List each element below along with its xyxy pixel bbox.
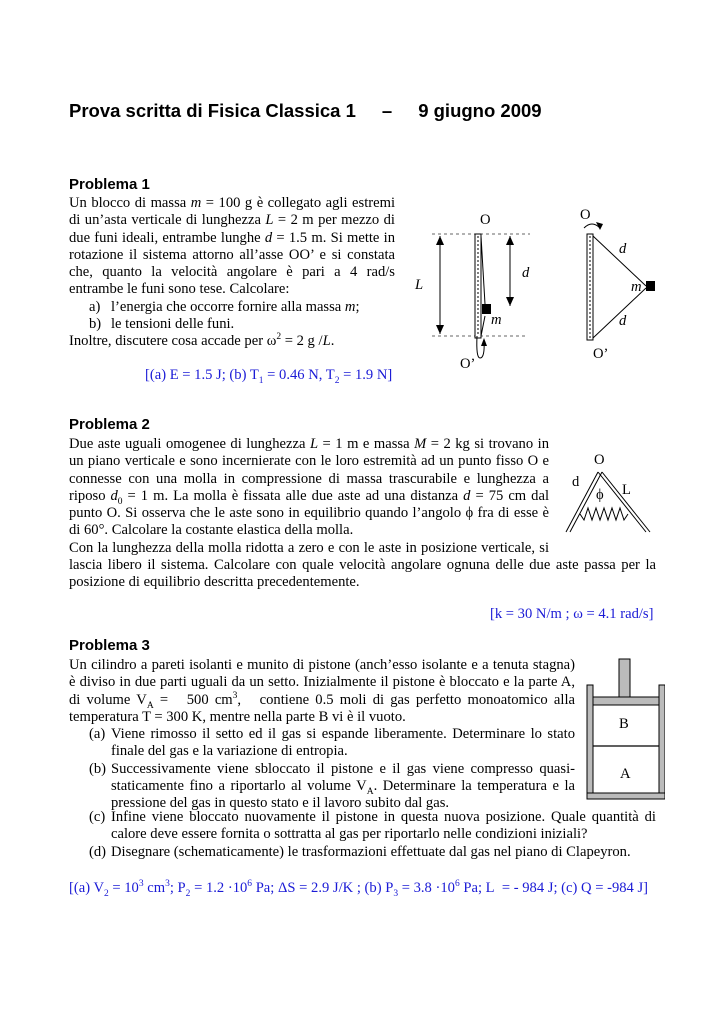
phi-label-p2: ϕ [596,487,604,503]
problem1-line: Un blocco di massa m = 100 g è collegato agli estremi [69,195,395,211]
problem2-heading: Problema 2 [69,416,150,433]
problem1-line: che, quanto la velocità angolare è pari a 4 rad/s [69,264,395,281]
problem1-list [69,299,395,334]
rotation-arc-bottom [477,336,484,358]
rod-right-p2 [598,472,646,532]
O-label-left: O [480,212,491,228]
d-arrow-head-bottom [506,297,514,306]
problem1-text [69,195,395,351]
L-arrow-head-top [436,236,444,245]
problem1-figure [400,200,670,380]
problem3-line: temperatura T = 300 K, mentre nella parte B vi è il vuoto. [69,708,406,725]
problem3-heading: Problema 3 [69,637,150,654]
problem2-line: punto O. Si osserva che le aste sono in equilibrio quando l’angolo ϕ fra di esse è [69,505,549,522]
problem2-answer: [k = 30 N/m ; ω = 4.1 rad/s] [490,606,654,622]
list-item: (a) Viene rimosso il setto ed il gas si espande liberamente. Determinare lo stato finale del gas e la variazione di entropia. [89,726,575,760]
L-label-p2: L [622,482,631,498]
problem2-line: Con la lunghezza della molla ridotta a zero e con le aste in posizione verticale, si [69,539,549,556]
string-lower-left [481,316,485,336]
piston-head [593,697,659,705]
problem3-figure [585,655,665,803]
problem2-figure [560,448,670,538]
rod-right-p2-edge [602,472,650,532]
problem3-line: Un cilindro a pareti isolanti e munito di pistone (anch’esso isolante e a tenuta stagna) [69,657,575,673]
list-item: (c) Infine viene bloccato nuovamente il pistone in questa nuova posizione. Quale quantità di calore deve essere fornita o sottratta al gas per riportarlo nelle condizioni iniziali? [89,809,656,843]
cylinder-wall-left [587,685,593,799]
mass-block-left [482,304,491,314]
problem1-line: rotazione il sistema attorno all’asse OO’ e si constata [69,246,395,263]
list-item: b) le tensioni delle funi. [89,316,235,333]
d-arrow-head-top [506,236,514,245]
problem2-line: di 60°. Calcolare la costante elastica della molla. [69,522,354,539]
problem2-text-narrow [69,436,549,557]
problem1-heading: Problema 1 [69,176,150,193]
string-upper-left [481,236,485,304]
cylinder-bottom [587,793,665,799]
d-label-p2: d [572,474,580,490]
problem2-line: posizione di equilibrio descritta precedentemente. [69,574,360,591]
O-label-p2: O [594,452,605,468]
exam-date: 9 giugno 2009 [418,100,542,121]
piston-rod [619,659,630,697]
O-prime-label-left: O’ [460,356,476,372]
list-item: (d) Disegnare (schematicamente) le trasformazioni effettuate dal gas nel piano di Clapeyron. [89,843,631,860]
mass-block-right [646,281,655,291]
list-item: (b) Successivamente viene sbloccato il pistone e il gas viene compresso quasi-staticamente fino a riportarlo al volume $V_A$. Determinare la temperatura e la pressione del gas in questo stato e il lavoro subito dal gas. [89,760,575,812]
problem3-line: è diviso in due parti uguali da un setto. Inizialmente il pistone è bloccato e la parte A, [69,674,575,691]
L-arrow-head-bottom [436,325,444,334]
d-label-top-right: d [619,241,627,257]
problem3-answer: [(a) $V_2 = 10^3$ $cm^3$; $P_2 = 1.2 \cdot 10^6$ Pa; ΔS = 2.9 J/K ; (b) $P_3 = 3.8 \cdot 10^6$ Pa; L = - 984 J; (c) Q = -984 J] [69,879,649,899]
rotation-arrow-bottom [481,338,487,346]
exam-title-text: Prova scritta di Fisica Classica 1 [69,100,356,121]
problem2-line: lascia libero il sistema. Calcolare con quale velocità angolare ognuna delle due aste passa per la [69,557,656,573]
m-label-left: m [491,312,502,328]
problem1-line: entrambe le funi sono tese. Calcolare: [69,281,290,298]
rod-left-p2 [566,472,598,532]
problem2-line: connesse con una molla in compressione di massa trascurabile e lunghezza a [69,470,549,487]
list-item: a) l’energia che occorre fornire alla massa m; [89,298,360,315]
O-prime-label-right: O’ [593,346,609,362]
problem3-list [69,726,575,812]
O-label-right: O [580,207,591,223]
exam-title [69,100,542,122]
spring-p2 [580,508,628,520]
compartment-A-label: A [620,766,631,782]
cylinder-wall-right [659,685,665,799]
problem3-text-wide [69,809,656,861]
problem3-text-narrow [69,657,575,813]
problem2-line: un piano verticale e sono incernierate con le loro estremità ad un punto fisso O e [69,453,549,470]
d-label-bottom-right: d [619,313,627,329]
problem1-answer: [(a) E = 1.5 J; (b) $T_1 = 0.46$ N, $T_2 = 1.9$ N] [145,367,393,386]
m-label-right: m [631,279,642,295]
title-dash: – [381,100,393,121]
problem2-text-wide [69,557,656,592]
L-label: L [415,277,424,293]
problem3-line: di volume $V_A = 500$ $cm^3$, contiene 0.5 moli di gas perfetto monoatomico alla [69,690,575,711]
problem3-list-wide [69,809,656,861]
problem2-line: Due aste uguali omogenee di lunghezza L = 1 m e massa M = 2 kg si trovano in [69,436,549,452]
problem1-line: due funi ideali, entrambe lunghe d = 1.5 m. Si mette in [69,229,395,246]
compartment-B-label: B [619,716,629,732]
d-label-left: d [522,265,530,281]
problem1-closing: Inoltre, discutere cosa accade per $\omega^2 = 2$ g /L. [69,332,335,350]
problem1-line: di un’asta verticale di lunghezza L = 2 m per mezzo di [69,212,395,229]
problem2-line: riposo $d_0 = 1$ m. La molla è fissata alle due aste ad una distanza d = 75 cm dal [69,487,549,507]
